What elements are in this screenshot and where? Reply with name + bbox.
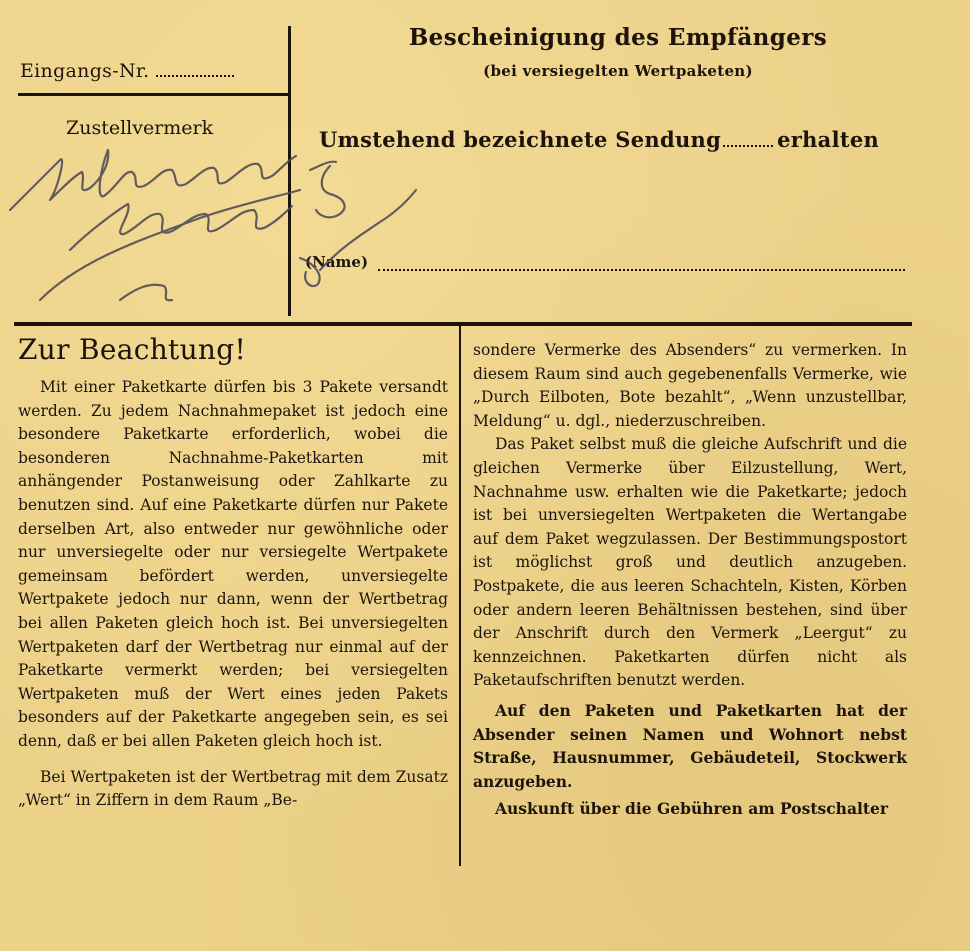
zustellvermerk-label: Zustellvermerk bbox=[66, 117, 214, 139]
notice-right-paragraph-4: Auskunft über die Gebühren am Postschalter bbox=[495, 799, 889, 819]
notice-right-paragraph-1: sondere Vermerke des Absenders“ zu vermerken. In diesem Raum sind auch gegebenenfalls Vermerke, wie „Durch Eilboten, Bote bezahlt“, „Wenn unzustellbar, Meldung“ u. dgl., niederzuschreiben. bbox=[473, 341, 907, 430]
sendung-dots bbox=[723, 129, 773, 147]
notice-left-paragraph-2: Bei Wertpaketen ist der Wertbetrag mit dem Zusatz „Wert“ in Ziffern in dem Raum „Be- bbox=[18, 767, 448, 810]
eingang-underline bbox=[18, 93, 288, 96]
eingangs-nr-dots bbox=[156, 61, 234, 77]
eingangs-nr-label: Eingangs-Nr. bbox=[20, 60, 150, 82]
sendung-prefix: Umstehend bezeichnete Sendung bbox=[319, 127, 722, 152]
notice-right-paragraph-2: Das Paket selbst muß die gleiche Aufschrift und die gleichen Vermerke über Eilzustellung, Wert, Nachnahme usw. erhalten wie die Paketkarte; jedoch ist bei unversiegelten Wertpaketen die Wertangabe auf dem Paket wegzulassen. Der Bestimmungspostort ist möglichst groß und deutlich anzugeben. Postpakete, die aus leeren Schachteln, Kisten, Körben oder andern leeren Behältnissen bestehen, sind über der Anschrift durch den Vermerk „Leergut“ zu kennzeichnen. Paketkarten dürfen nicht als Paketaufschriften benutzt werden. bbox=[473, 435, 907, 690]
recipient-certificate-title: Bescheinigung des Empfängers bbox=[408, 24, 828, 51]
notice-left-column bbox=[18, 376, 448, 813]
name-label: (Name) bbox=[305, 253, 369, 271]
sendung-suffix: erhalten bbox=[777, 127, 880, 152]
eingangs-nr-field bbox=[20, 60, 234, 82]
notice-left-paragraph-1: Mit einer Paketkarte dürfen bis 3 Pakete versandt werden. Zu jedem Nachnahmepaket ist jedoch eine besondere Paketkarte erforderlich, wobei die besonderen Nachnahme-Paketkarten mit anhängender Postanweisung oder Zahlkarte zu benutzen sind. Auf eine Paketkarte dürfen nur Pakete derselben Art, also entweder nur gewöhnliche oder nur unversiegelte oder nur versiegelte Wertpakete gemeinsam befördert werden, unversiegelte Wertpakete jedoch nur dann, wenn der Wertbetrag bei allen Paketen gleich hoch ist. Bei unversiegelten Wertpaketen darf der Wertbetrag nur einmal auf der Paketkarte vermerkt werden; bei versiegelten Wertpaketen muß der Wert eines jeden Pakets besonders auf der Paketkarte angegeben sein, es sei denn, daß er bei allen Paketen gleich hoch ist. bbox=[18, 378, 448, 750]
name-signature-line bbox=[378, 262, 905, 271]
recipient-certificate-subtitle: (bei versiegelten Wertpaketen) bbox=[483, 62, 753, 80]
notice-right-column bbox=[473, 339, 907, 821]
vertical-divider-notice bbox=[459, 326, 461, 866]
section-divider bbox=[14, 322, 912, 326]
notice-right-paragraph-3: Auf den Paketen und Paketkarten hat der Absender seinen Namen und Wohnort nebst Straße, Hausnummer, Gebäudeteil, Stockwerk anzugeben. bbox=[473, 700, 907, 791]
notice-heading: Zur Beachtung! bbox=[18, 333, 247, 366]
vertical-divider-top bbox=[288, 26, 291, 316]
sendung-received-line bbox=[319, 127, 879, 152]
